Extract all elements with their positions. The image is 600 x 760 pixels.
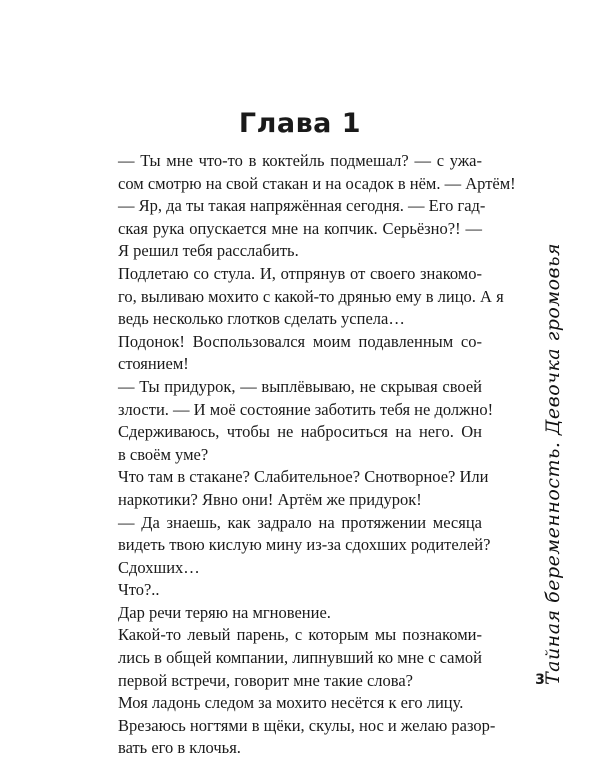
text-line: Дар речи теряю на мгновение. [118,602,331,622]
text-line: видеть твою кислую мину из-за сдохших родителей? [118,535,491,555]
text-line: в своём уме? [118,444,209,464]
text-line: первой встречи, говорит мне такие слова? [118,670,413,690]
text-line: Подлетаю со стула. И, отпрянув от своего знакомо- [118,263,482,283]
body-text [118,150,516,760]
text-line: Сдерживаюсь, чтобы не наброситься на него. Он [118,422,482,442]
text-line: Какой-то левый парень, с которым мы познакоми- [118,625,482,645]
text-line: го, выливаю мохито с какой-то дрянью ему в лицо. А я [118,286,504,306]
text-line: Моя ладонь следом за мохито несётся к его лицу. [118,693,464,713]
text-line: — Яр, да ты такая напряжённая сегодня. — Его гад- [118,196,486,216]
text-line: Что?.. [118,580,160,600]
page-number: 3 [535,672,545,688]
text-line: вать его в клочья. [118,738,241,758]
text-line: — Да знаешь, как задрало на протяжении месяца [118,512,482,532]
chapter-title: Глава 1 [238,108,362,139]
text-line: наркотики? Явно они! Артём же придурок! [118,489,422,509]
text-line: — Ты мне что-то в коктейль подмешал? — с ужа- [118,151,482,170]
text-line: Я решил тебя расслабить. [118,241,299,261]
text-line: Подонок! Воспользовался моим подавленным со- [118,331,482,351]
text-line: Что там в стакане? Слабительное? Снотворное? Или [118,467,489,487]
text-line: Врезаюсь ногтями в щёки, скулы, нос и желаю разор- [118,715,496,735]
text-line: стоянием! [118,354,189,374]
text-line: сом смотрю на свой стакан и на осадок в нём. — Артём! [118,173,516,193]
text-line: Сдохших… [118,557,200,577]
text-line: — Ты придурок, — выплёвываю, не скрывая своей [118,376,482,396]
text-line: злости. — И моё состояние заботить тебя не должно! [118,399,494,419]
side-book-title: Тайная беременность. Девочка громовья [542,242,564,686]
text-line: лись в общей компании, липнувший ко мне с самой [118,648,482,668]
text-line: ская рука опускается мне на копчик. Серьёзно?! — [118,218,482,238]
text-line: ведь несколько глотков сделать успела… [118,309,405,329]
